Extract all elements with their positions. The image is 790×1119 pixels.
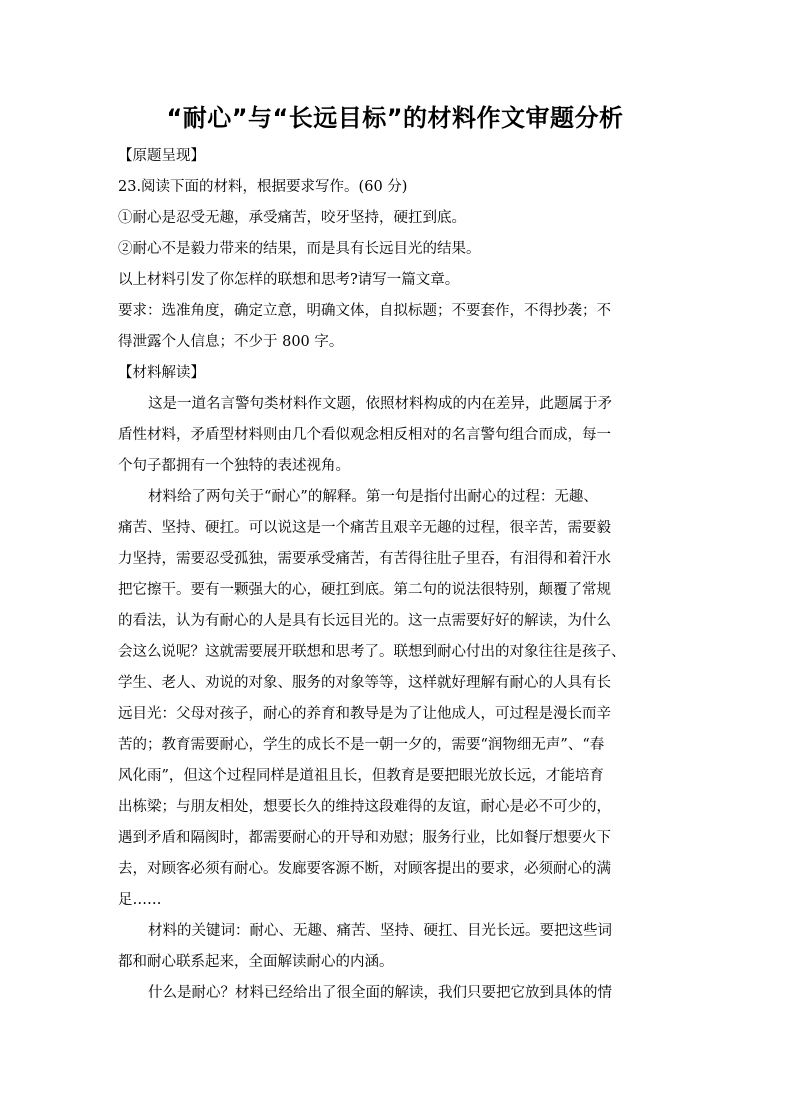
paragraph-2-line: 出栋梁；与朋友相处，想要长久的维持这段难得的友谊，耐心是必不可少的， (118, 799, 611, 815)
question-line: 23.阅读下面的材料，根据要求写作。(60 分) (118, 179, 408, 195)
paragraph-2-line: 的看法，认为有耐心的人是具有长远目光的。这一点需要好好的解读，为什么 (118, 613, 611, 629)
paragraph-2-line: 学生、老人、劝说的对象、服务的对象等等，这样就好理解有耐心的人具有长 (118, 675, 611, 691)
paragraph-3-line: 都和耐心联系起来，全面解读耐心的内涵。 (118, 954, 394, 970)
paragraph-2-line: 苦的；教育需要耐心，学生的成长不是一朝一夕的，需要“润物细无声”、“春 (118, 737, 605, 753)
paragraph-2-line: 风化雨”，但这个过程同样是道祖且长，但教育是要把眼光放长远，才能培育 (118, 768, 604, 784)
paragraph-1-line: 个句子都拥有一个独特的表述视角。 (118, 458, 350, 474)
paragraph-2-line: 材料给了两句关于“耐心”的解释。第一句是指付出耐心的过程：无趣、 (148, 489, 598, 505)
section-heading-original: 【原题呈现】 (118, 148, 205, 164)
paragraph-1-line: 这是一道名言警句类材料作文题，依照材料构成的内在差异，此题属于矛 (148, 396, 612, 412)
material-item-1: ①耐心是忍受无趣，承受痛苦，咬牙坚持，硬扛到底。 (118, 210, 466, 226)
paragraph-2-line: 把它擦干。要有一颗强大的心，硬扛到底。第二句的说法很特别，颠覆了常规 (118, 582, 611, 598)
writing-prompt: 以上材料引发了你怎样的联想和思考?请写一篇文章。 (118, 272, 460, 288)
paragraph-3-line: 材料的关键词：耐心、无趣、痛苦、坚持、硬扛、目光长远。要把这些词 (148, 923, 612, 939)
paragraph-1-line: 盾性材料，矛盾型材料则由几个看似观念相反相对的名言警句组合而成，每一 (118, 427, 611, 443)
paragraph-4-line: 什么是耐心？材料已经给出了很全面的解读，我们只要把它放到具体的情 (148, 985, 612, 1001)
paragraph-2-line: 去，对顾客必须有耐心。发廊要客源不断，对顾客提出的要求，必须耐心的满 (118, 861, 611, 877)
material-item-2: ②耐心不是毅力带来的结果，而是具有长远目光的结果。 (118, 241, 481, 257)
paragraph-2-line: 力坚持，需要忍受孤独，需要承受痛苦，有苦得往肚子里吞，有泪得和着汗水 (118, 551, 611, 567)
paragraph-2-line: 足…… (118, 892, 162, 908)
requirements-line-2: 得泄露个人信息；不少于 800 字。 (118, 334, 344, 350)
paragraph-2-line: 远目光：父母对孩子，耐心的养育和教导是为了让他成人，可过程是漫长而辛 (118, 706, 611, 722)
paragraph-2-line: 会这么说呢？这就需要展开联想和思考了。联想到耐心付出的对象往往是孩子、 (118, 644, 626, 660)
paragraph-2-line: 痛苦、坚持、硬扛。可以说这是一个痛苦且艰辛无趣的过程，很辛苦，需要毅 (118, 520, 611, 536)
section-heading-analysis: 【材料解读】 (118, 365, 205, 381)
document-title: “耐心”与“长远目标”的材料作文审题分析 (166, 104, 624, 132)
paragraph-2-line: 遇到矛盾和隔阂时，都需要耐心的开导和劝慰；服务行业，比如餐厅想要火下 (118, 830, 611, 846)
requirements-line-1: 要求：选准角度，确定立意，明确文体，自拟标题；不要套作，不得抄袭；不 (118, 303, 611, 319)
